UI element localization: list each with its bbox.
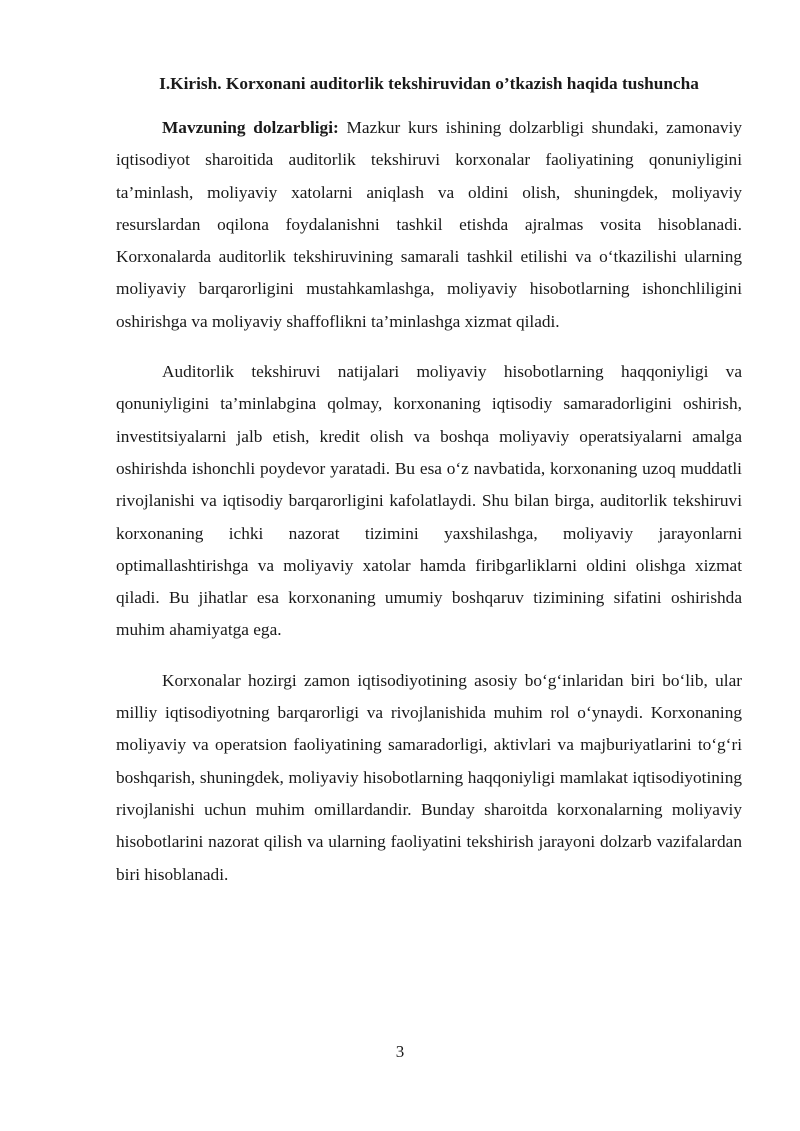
page-number: 3 (395, 1042, 405, 1061)
paragraph-text: Mazkur kurs ishining dolzarbligi shundaki, zamonaviy iqtisodiyot sharoitida auditorlik tekshiruvi korxonalar faoliyatining qonuniyligini ta’minlash, moliyaviy xatolarni aniqlash va oldini olish, shuningdek, moliyaviy resurslardan oqilona foydalanishni tashkil etishda ajralmas vosita hisoblanadi. Korxonalarda auditorlik tekshiruvining samarali tashkil etilishi va o‘tkazilishi ularning moliyaviy barqarorligini mustahkamlashga, moliyaviy hisobotlarning ishonchliligini oshirishga va moliyaviy shaffoflikni ta’minlashga xizmat qiladi. (116, 118, 742, 331)
document-page (116, 72, 742, 909)
paragraph-text: Auditorlik tekshiruvi natijalari moliyaviy hisobotlarning haqqoniyligi va qonuniyligini ta’minlabgina qolmay, korxonaning iqtisodiy samaradorligini oshirish, investitsiyalarni jalb etish, kredit olish va boshqa moliyaviy operatsiyalarni amalga oshirishda ishonchli poydevor yaratadi. Bu esa o‘z navbatida, korxonaning uzoq muddatli rivojlanishi va iqtisodiy barqarorligini kafolatlaydi. Shu bilan birga, auditorlik tekshiruvi korxonaning ichki nazorat tizimini yaxshilashga, moliyaviy jarayonlarni optimallashtirishga va moliyaviy xatolar hamda firibgarliklarni oldini olishga xizmat qiladi. Bu jihatlar esa korxonaning umumiy boshqaruv tizimining sifatini oshirishda muhim ahamiyatga ega. (116, 362, 742, 640)
paragraph-lead: Mavzuning dolzarbligi: (162, 118, 339, 137)
paragraph-relevance (116, 112, 742, 338)
section-title: I.Kirish. Korxonani auditorlik tekshiruvidan o’tkazish haqida tushuncha (159, 74, 699, 93)
paragraph-audit-results (116, 356, 742, 647)
paragraph-text: Korxonalar hozirgi zamon iqtisodiyotining asosiy bo‘g‘inlaridan biri bo‘lib, ular milliy iqtisodiyotning barqarorligi va rivojlanishida muhim rol o‘ynaydi. Korxonaning moliyaviy va operatsion faoliyatining samaradorligi, aktivlari va majburiyatlarini to‘g‘ri boshqarish, shuningdek, moliyaviy hisobotlarning haqqoniyligi mamlakat iqtisodiyotining rivojlanishi uchun muhim omillardandir. Bunday sharoitda korxonalarning moliyaviy hisobotlarini nazorat qilish va ularning faoliyatini tekshirish jarayoni dolzarb vazifalardan biri hisoblanadi. (116, 670, 742, 884)
paragraph-enterprises (116, 665, 742, 891)
